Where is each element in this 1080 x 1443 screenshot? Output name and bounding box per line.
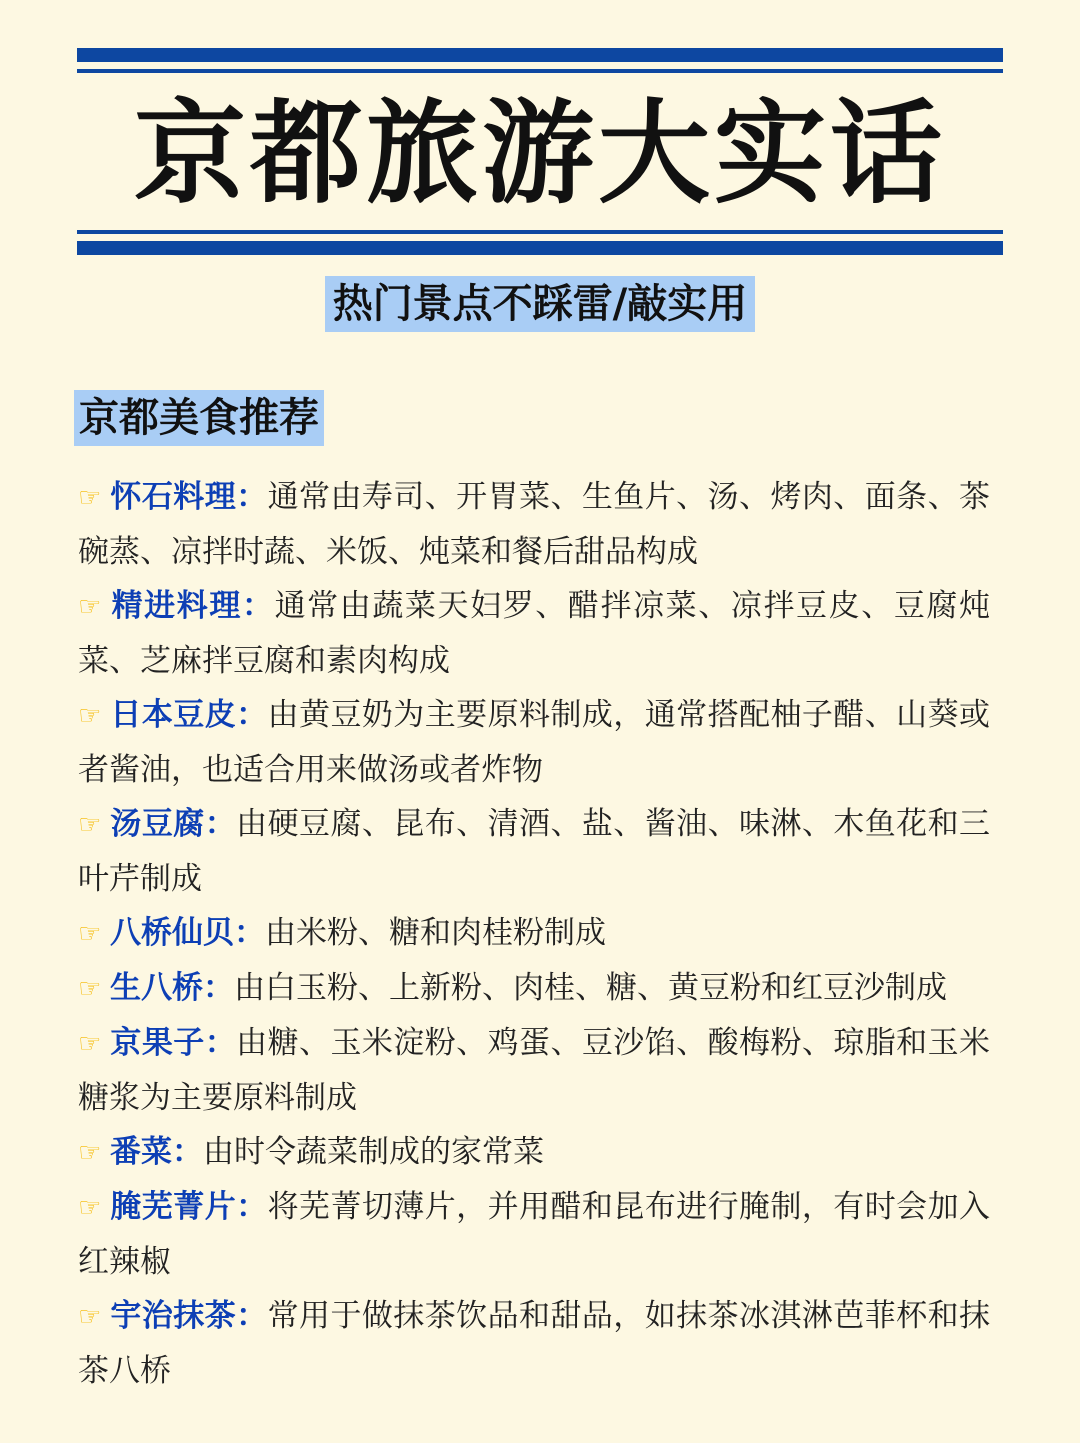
- food-name: 汤豆腐: [110, 806, 205, 842]
- food-name-colon: ：: [172, 1134, 203, 1170]
- food-name: 宇治抹茶: [110, 1298, 237, 1334]
- food-item: [78, 797, 990, 906]
- bottom-thin-rule: [77, 230, 1003, 234]
- food-name-colon: ：: [204, 1025, 237, 1061]
- food-description: 由硬豆腐、昆布、清酒、盐、酱油、味淋、木鱼花和三叶芹制成: [78, 806, 991, 897]
- hand-pointing-right-icon: ☞: [78, 1193, 102, 1223]
- food-name-colon: ：: [236, 1298, 268, 1334]
- food-name-colon: ：: [203, 970, 234, 1006]
- food-item: [78, 579, 990, 688]
- subtitle-container: [0, 276, 1080, 332]
- top-thick-rule: [77, 48, 1003, 62]
- subtitle: 热门景点不踩雷/敲实用: [325, 276, 756, 332]
- food-name: 番菜: [110, 1134, 172, 1170]
- hand-pointing-right-icon: ☞: [78, 483, 102, 513]
- food-name: 日本豆皮: [110, 697, 237, 733]
- food-name: 精进料理: [110, 588, 242, 624]
- food-name-colon: ：: [241, 588, 275, 624]
- food-name-colon: ：: [236, 479, 268, 515]
- food-list: [78, 470, 990, 1398]
- food-name: 生八桥: [110, 970, 203, 1006]
- food-description: 将芜菁切薄片，并用醋和昆布进行腌制，有时会加入红辣椒: [78, 1189, 991, 1280]
- page-title: 京都旅游大实话: [134, 88, 946, 219]
- food-description: 由米粉、糖和肉桂粉制成: [265, 915, 606, 951]
- hand-pointing-right-icon: ☞: [78, 919, 102, 949]
- food-name-colon: ：: [234, 915, 265, 951]
- food-description: 由时令蔬菜制成的家常菜: [203, 1134, 544, 1170]
- food-name: 八桥仙贝: [110, 915, 234, 951]
- section-heading: 京都美食推荐: [74, 390, 324, 446]
- food-item: [78, 470, 990, 579]
- hand-pointing-right-icon: ☞: [78, 810, 102, 840]
- top-thin-rule: [77, 69, 1003, 73]
- food-description: 由白玉粉、上新粉、肉桂、糖、黄豆粉和红豆沙制成: [234, 970, 947, 1006]
- food-description: 通常由蔬菜天妇罗、醋拌凉菜、凉拌豆皮、豆腐炖菜、芝麻拌豆腐和素肉构成: [78, 588, 991, 679]
- food-item: [78, 961, 990, 1016]
- food-item: [78, 1289, 990, 1398]
- hand-pointing-right-icon: ☞: [78, 1029, 102, 1059]
- food-name-colon: ：: [236, 697, 268, 733]
- food-item: [78, 1180, 990, 1289]
- food-name: 京果子: [110, 1025, 205, 1061]
- food-name: 腌芜菁片: [110, 1189, 237, 1225]
- food-item: [78, 688, 990, 797]
- food-description: 由黄豆奶为主要原料制成，通常搭配柚子醋、山葵或者酱油，也适合用来做汤或者炸物: [78, 697, 991, 788]
- hand-pointing-right-icon: ☞: [78, 1302, 102, 1332]
- bottom-thick-rule: [77, 241, 1003, 255]
- hand-pointing-right-icon: ☞: [78, 592, 102, 622]
- food-item: [78, 906, 990, 961]
- food-name-colon: ：: [236, 1189, 268, 1225]
- food-item: [78, 1125, 990, 1180]
- food-description: 常用于做抹茶饮品和甜品，如抹茶冰淇淋芭菲杯和抹茶八桥: [78, 1298, 991, 1389]
- food-item: [78, 1016, 990, 1125]
- food-description: 由糖、玉米淀粉、鸡蛋、豆沙馅、酸梅粉、琼脂和玉米糖浆为主要原料制成: [78, 1025, 991, 1116]
- food-name-colon: ：: [204, 806, 237, 842]
- hand-pointing-right-icon: ☞: [78, 1138, 102, 1168]
- hand-pointing-right-icon: ☞: [78, 701, 102, 731]
- food-name: 怀石料理: [110, 479, 237, 515]
- hand-pointing-right-icon: ☞: [78, 974, 102, 1004]
- food-description: 通常由寿司、开胃菜、生鱼片、汤、烤肉、面条、茶碗蒸、凉拌时蔬、米饭、炖菜和餐后甜品构成: [78, 479, 991, 570]
